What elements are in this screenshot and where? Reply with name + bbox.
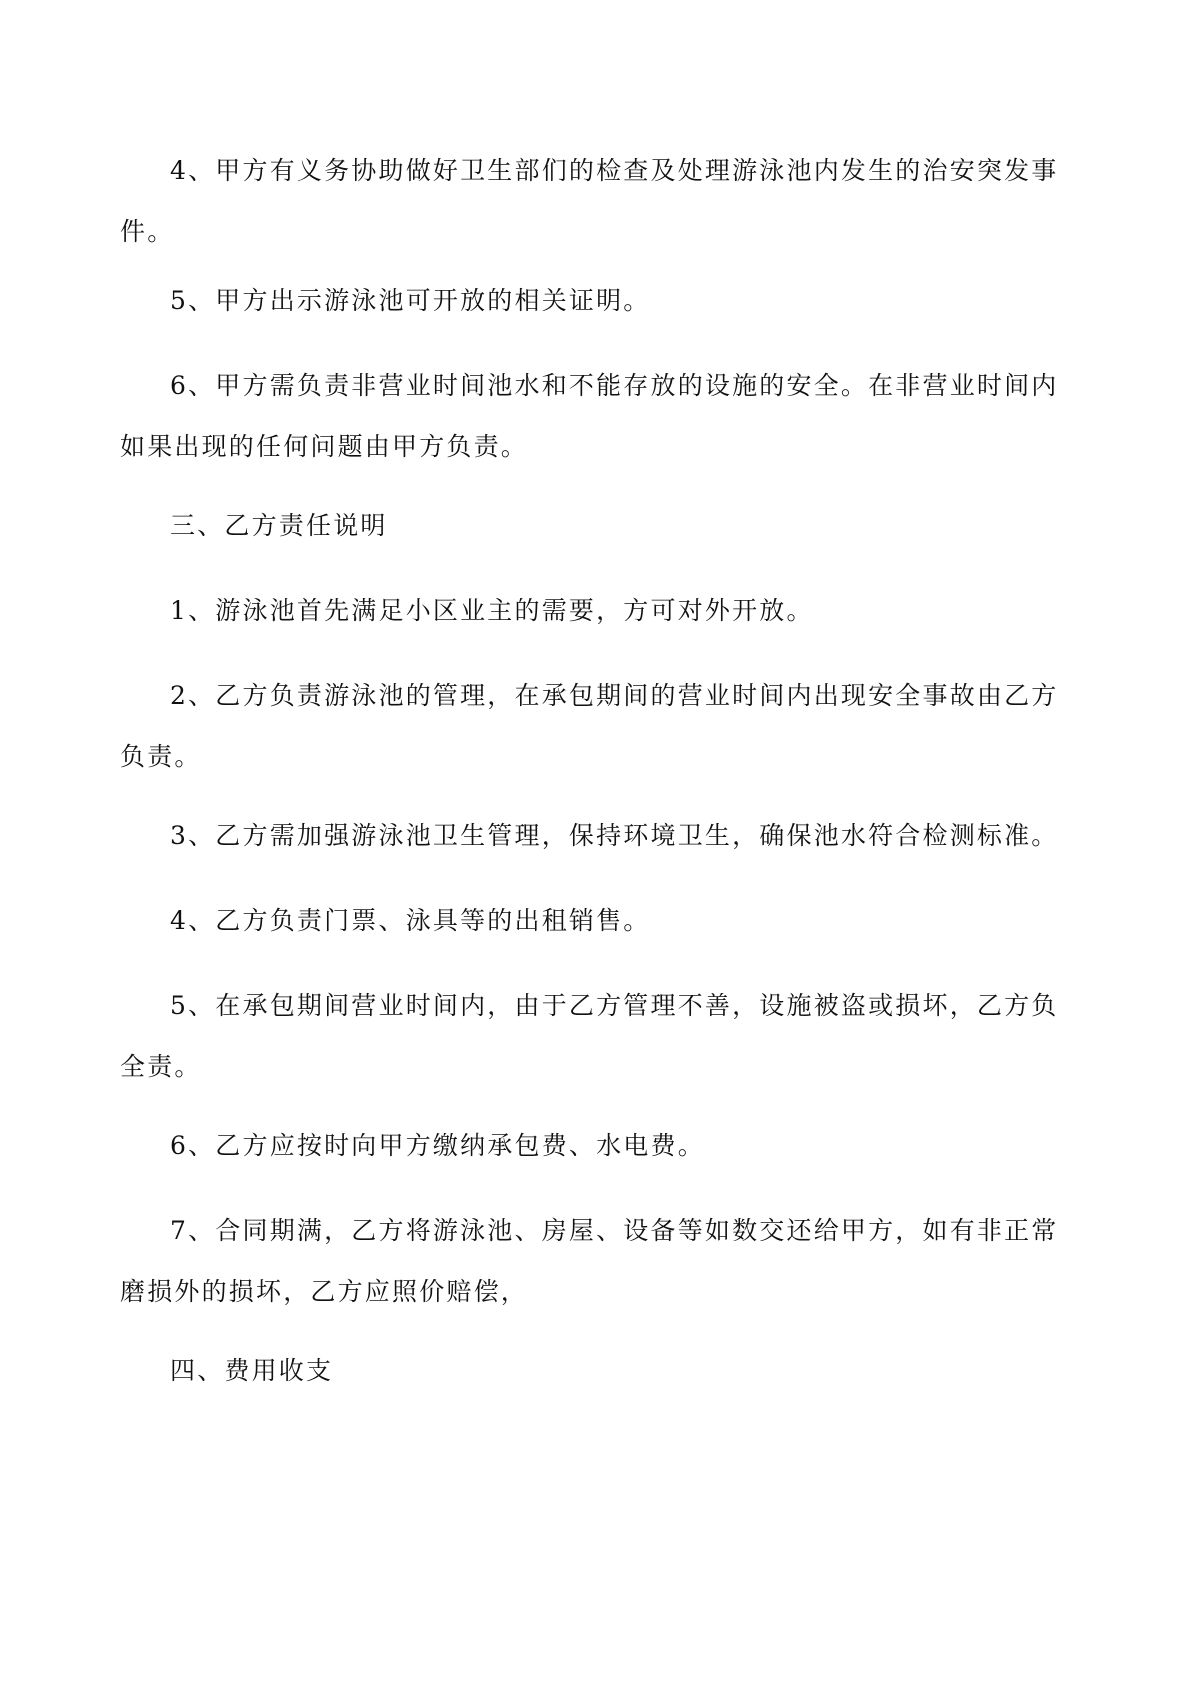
section-heading-party-b-responsibilities: 三、乙方责任说明 (170, 511, 388, 540)
clause-party-a-4: 4、甲方有义务协助做好卫生部们的检查及处理游泳池内发生的治安突发事件。 (120, 156, 1059, 246)
clause-party-b-1: 1、游泳池首先满足小区业主的需要，方可对外开放。 (170, 596, 814, 625)
clause-party-b-7: 7、合同期满，乙方将游泳池、房屋、设备等如数交还给甲方，如有非正常磨损外的损坏，乙方应照价赔偿， (120, 1216, 1059, 1306)
clause-party-b-3: 3、乙方需加强游泳池卫生管理，保持环境卫生，确保池水符合检测标准。 (170, 821, 1059, 850)
section-heading-fees: 四、费用收支 (170, 1356, 334, 1385)
clause-party-a-5: 5、甲方出示游泳池可开放的相关证明。 (170, 286, 651, 315)
clause-party-a-6: 6、甲方需负责非营业时间池水和不能存放的设施的安全。在非营业时间内如果出现的任何问题由甲方负责。 (120, 371, 1059, 461)
clause-party-b-4: 4、乙方负责门票、泳具等的出租销售。 (170, 906, 651, 935)
clause-party-b-5: 5、在承包期间营业时间内，由于乙方管理不善，设施被盗或损坏，乙方负全责。 (120, 991, 1059, 1081)
clause-party-b-6: 6、乙方应按时向甲方缴纳承包费、水电费。 (170, 1131, 705, 1160)
clause-party-b-2: 2、乙方负责游泳池的管理，在承包期间的营业时间内出现安全事故由乙方负责。 (120, 681, 1059, 771)
